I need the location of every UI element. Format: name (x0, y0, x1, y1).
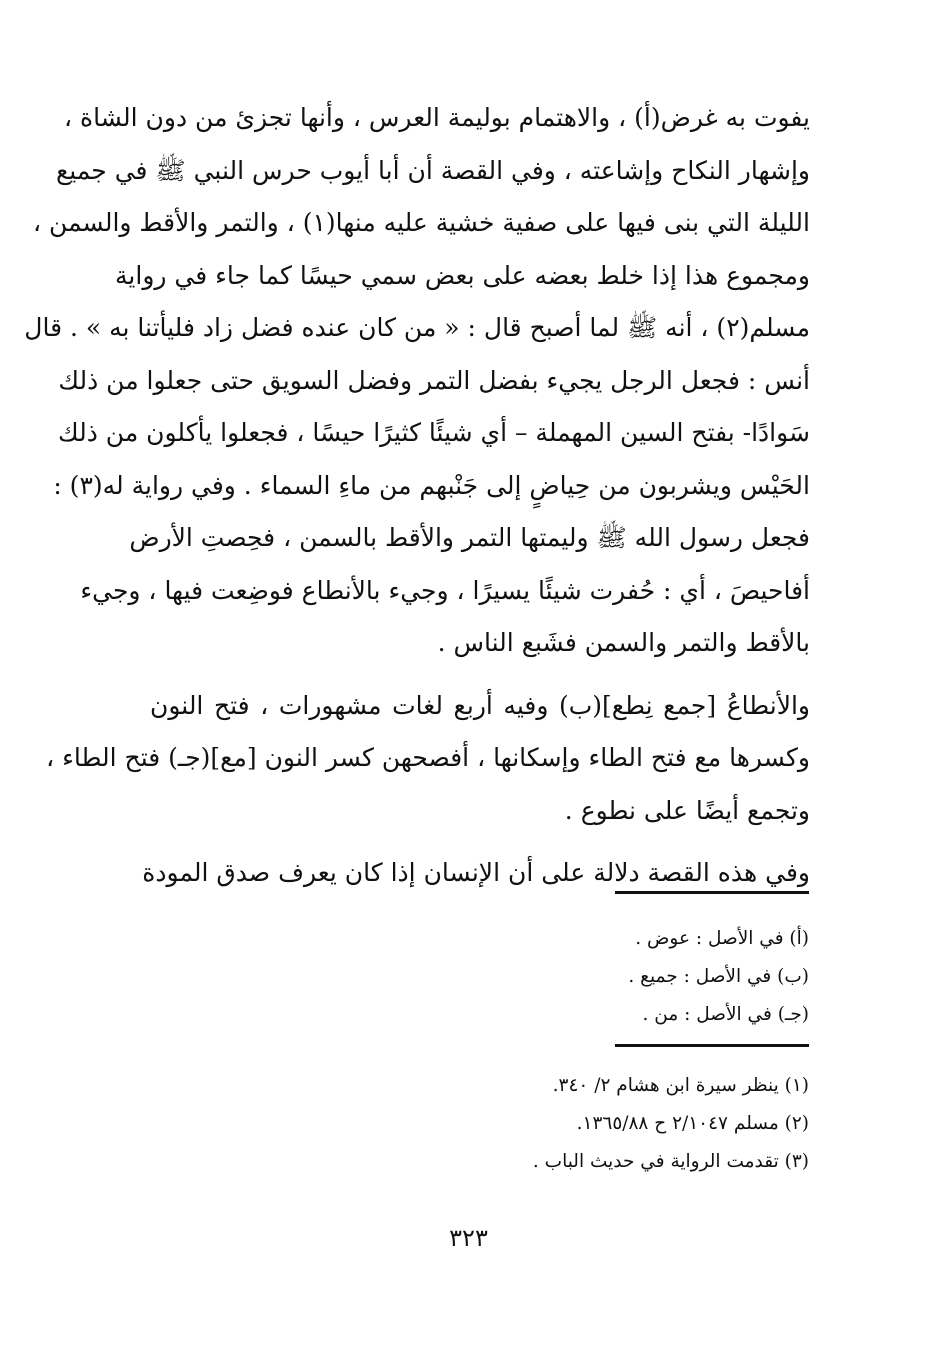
text-line: وفي هذه القصة دلالة على أن الإنسان إذا كان يعرف صدق المودة (142, 858, 810, 887)
footnote-divider (615, 891, 809, 894)
text-line: مسلم(٢) ، أنه ﷺ لما أصبح قال : « من كان عنده فضل زاد فليأتنا به » . قال (24, 313, 810, 342)
text-line: الليلة التي بنى فيها على صفية خشية عليه منها(١) ، والتمر والأقط والسمن ، (33, 208, 810, 237)
text-line: والأنطاعُ [جمع نِطع](ب) وفيه أربع لغات مشهورات ، فتح النون (150, 690, 810, 720)
page-number: ٣٢٣ (449, 1224, 488, 1252)
text-line: فجعل رسول الله ﷺ وليمتها التمر والأقط بالسمن ، فحِصتِ الأرض (129, 523, 810, 552)
footnote-item: (٣) تقدمت الرواية في حديث الباب . (532, 1151, 809, 1172)
footnote-divider (615, 1044, 809, 1047)
text-line: وكسرها مع فتح الطاء وإسكانها ، أفصحهن كسر النون [مع](جـ) فتح الطاء ، (46, 743, 810, 772)
text-line: الحَيْس ويشربون من حِياضٍ إلى جَنْبهم من ماءِ السماء . وفي رواية له(٣) : (53, 470, 810, 500)
text-line: يفوت به غرض(أ) ، والاهتمام بوليمة العرس ، وأنها تجزئ من دون الشاة ، (64, 103, 810, 132)
text-line: بالأقط والتمر والسمن فشَبع الناس . (437, 628, 810, 657)
footnote-item: (ب) في الأصل : جميع . (628, 966, 809, 987)
text-line: أفاحيصَ ، أي : حُفرت شيئًا يسيرًا ، وجيء بالأنطاع فوضِعت فيها ، وجيء (80, 575, 810, 605)
footnote-item: (١) ينظر سيرة ابن هشام ٢/ ٣٤٠. (552, 1075, 809, 1096)
paragraph-gap (150, 670, 810, 680)
main-text (24, 92, 810, 900)
footnote-item: (٢) مسلم ٢/١٠٤٧ ح ١٣٦٥/٨٨. (576, 1113, 809, 1134)
editor-footnotes (389, 920, 809, 1034)
footnote-item: (جـ) في الأصل : من . (642, 1004, 809, 1025)
text-line: أنس : فجعل الرجل يجيء بفضل التمر وفضل السويق حتى جعلوا من ذلك (58, 365, 810, 395)
text-line: سَوادًا- بفتح السين المهملة – أي شيئًا كثيرًا حيسًا ، فجعلوا يأكلون من ذلك (58, 418, 810, 447)
text-line: وتجمع أيضًا على نطوع . (564, 795, 810, 825)
text-line: وإشهار النكاح وإشاعته ، وفي القصة أن أبا أيوب حرس النبي ﷺ في جميع (55, 155, 810, 185)
paragraph-gap (150, 837, 810, 847)
reference-footnotes (389, 1067, 809, 1181)
footnote-item: (أ) في الأصل : عوض . (635, 928, 809, 949)
text-line: ومجموع هذا إذا خلط بعضه على بعض سمي حيسًا كما جاء في رواية (115, 260, 810, 290)
